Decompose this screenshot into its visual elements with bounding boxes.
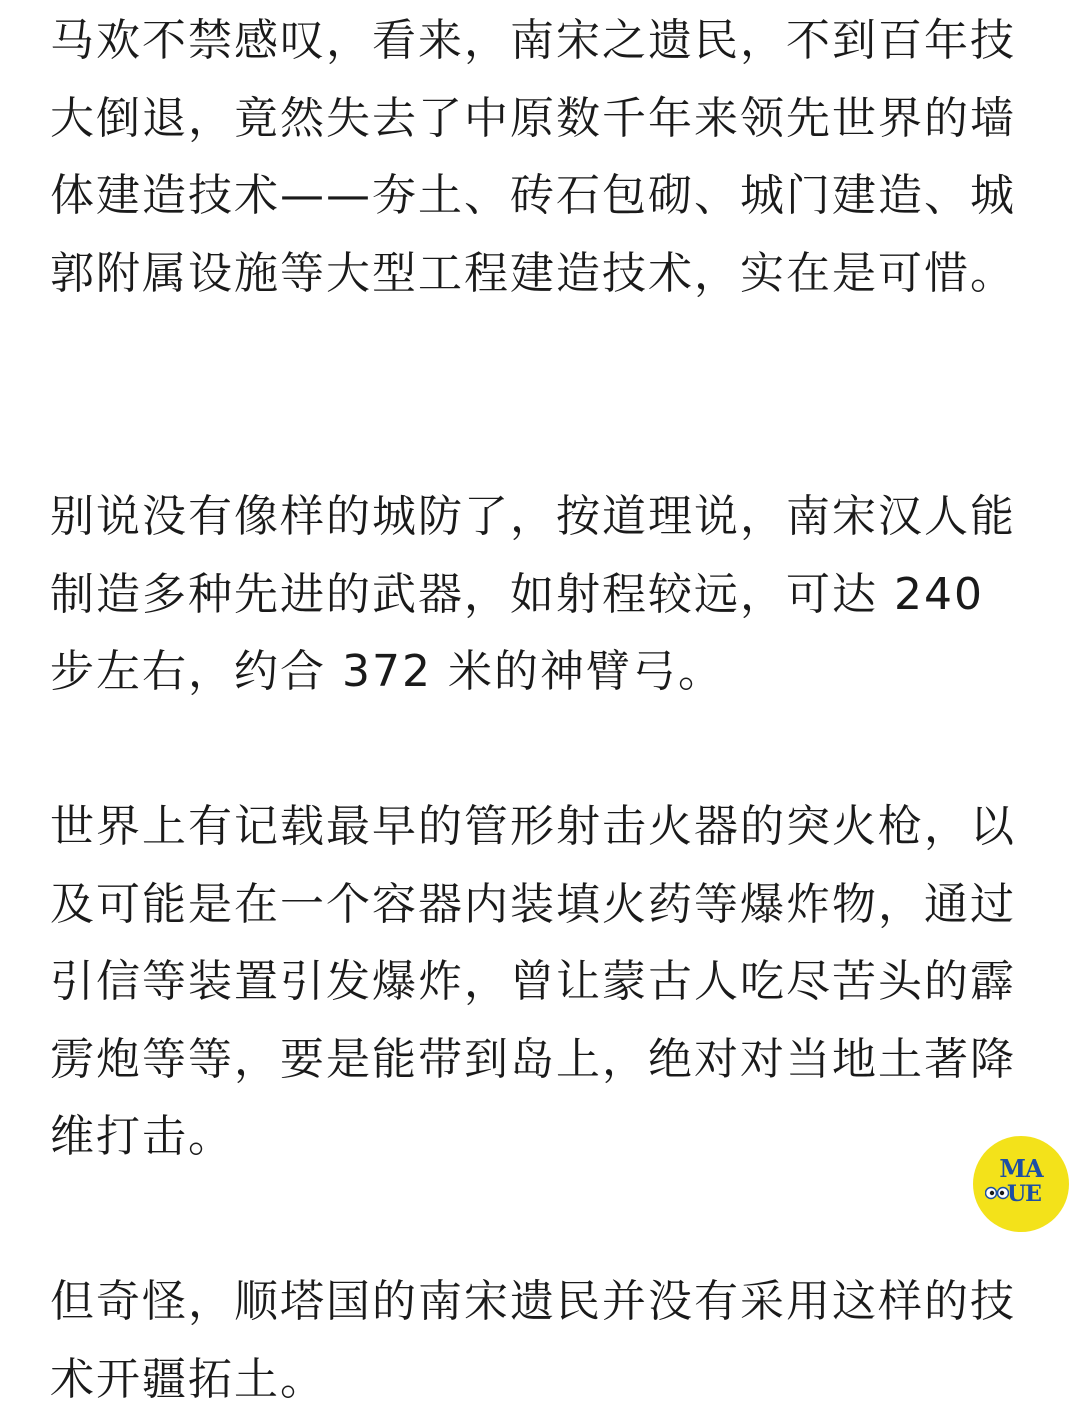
paragraph-1: 马欢不禁感叹，看来，南宋之遗民，不到百年技大倒退，竟然失去了中原数千年来领先世界的墙体建造技术——夯土、砖石包砌、城门建造、城郭附属设施等大型工程建造技术，实在是可惜。 [50, 15, 1016, 299]
paragraph-4: 但奇怪，顺塔国的南宋遗民并没有采用这样的技术开疆拓土。 [50, 1276, 1016, 1405]
floating-logo-badge[interactable] [973, 1136, 1069, 1232]
badge-text-bottom: UE [1007, 1181, 1041, 1207]
badge-text-top: MA [999, 1154, 1043, 1183]
paragraph-3: 世界上有记载最早的管形射击火器的突火枪，以及可能是在一个容器内装填火药等爆炸物，通过引信等装置引发爆炸，曾让蒙古人吃尽苦头的霹雳炮等等，要是能带到岛上，绝对对当地土著降维打击。 [50, 801, 1016, 1162]
eyes-icon [985, 1186, 1009, 1200]
paragraph-2: 别说没有像样的城防了，按道理说，南宋汉人能制造多种先进的武器，如射程较远，可达 240 步左右，约合 372 米的神臂弓。 [50, 491, 1016, 697]
